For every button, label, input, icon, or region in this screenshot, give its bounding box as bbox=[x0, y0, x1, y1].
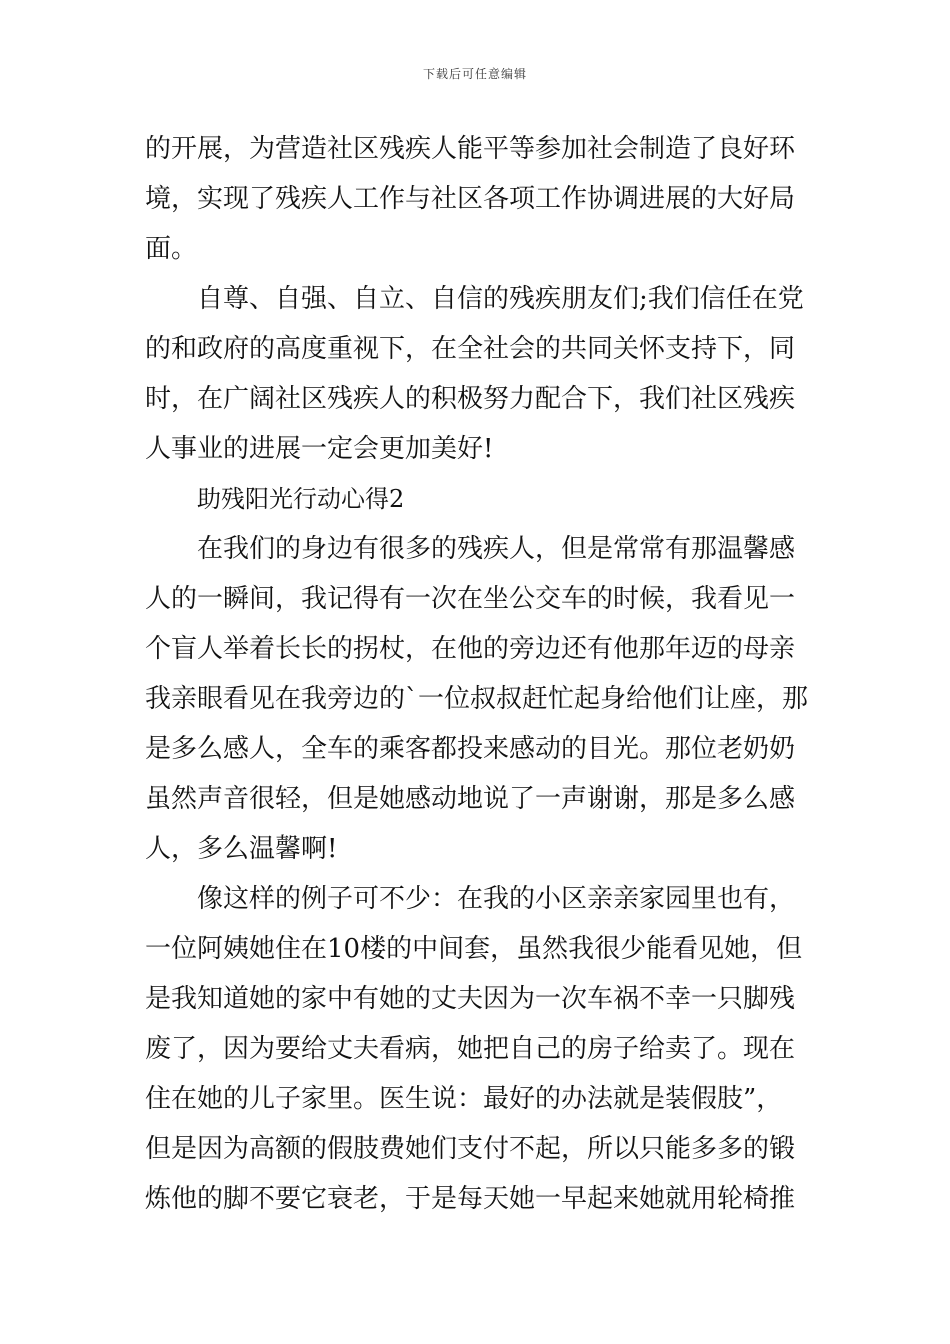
text-line: 面。 bbox=[145, 234, 198, 264]
text-line: 虽然声音很轻，但是她感动地说了一声谢谢，那是多么感 bbox=[145, 784, 796, 814]
text-line: 是多么感人，全车的乘客都投来感动的目光。那位老奶奶 bbox=[145, 734, 796, 764]
text-line: 一位阿姨她住在10楼的中间套，虽然我很少能看见她，但 bbox=[145, 934, 803, 964]
text-line: 的和政府的高度重视下，在全社会的共同关怀支持下，同 bbox=[145, 334, 796, 364]
document-body bbox=[145, 124, 807, 1224]
text-line: 废了，因为要给丈夫看病，她把自己的房子给卖了。现在 bbox=[145, 1034, 796, 1064]
section-title: 助残阳光行动心得2 bbox=[197, 485, 405, 513]
text-line: 我亲眼看见在我旁边的`一位叔叔赶忙起身给他们让座，那 bbox=[145, 684, 809, 714]
text-line: 的开展，为营造社区残疾人能平等参加社会制造了良好环 bbox=[145, 134, 796, 164]
paragraph-start-line: 在我们的身边有很多的残疾人，但是常常有那温馨感 bbox=[197, 534, 796, 564]
text-line: 是我知道她的家中有她的丈夫因为一次车祸不幸一只脚残 bbox=[145, 984, 796, 1014]
text-line: 住在她的儿子家里。医生说：最好的办法就是装假肢”， bbox=[145, 1084, 783, 1114]
paragraph-start-line: 像这样的例子可不少：在我的小区亲亲家园里也有， bbox=[197, 884, 796, 914]
text-line: 时，在广阔社区残疾人的积极努力配合下，我们社区残疾 bbox=[145, 384, 796, 414]
text-line: 但是因为高额的假肢费她们支付不起，所以只能多多的锻 bbox=[145, 1134, 796, 1164]
paragraph-start-line: 自尊、自强、自立、自信的残疾朋友们;我们信任在党 bbox=[197, 284, 804, 314]
text-line: 人的一瞬间，我记得有一次在坐公交车的时候，我看见一 bbox=[145, 584, 796, 614]
text-line: 人事业的进展一定会更加美好! bbox=[145, 434, 494, 464]
page-header: 下载后可任意编辑 bbox=[422, 67, 527, 81]
text-line: 炼他的脚不要它衰老，于是每天她一早起来她就用轮椅推 bbox=[145, 1184, 796, 1214]
text-line: 人，多么温馨啊! bbox=[145, 834, 338, 864]
text-line: 境，实现了残疾人工作与社区各项工作协调进展的大好局 bbox=[145, 184, 796, 214]
text-line: 个盲人举着长长的拐杖，在他的旁边还有他那年迈的母亲 bbox=[145, 634, 796, 664]
